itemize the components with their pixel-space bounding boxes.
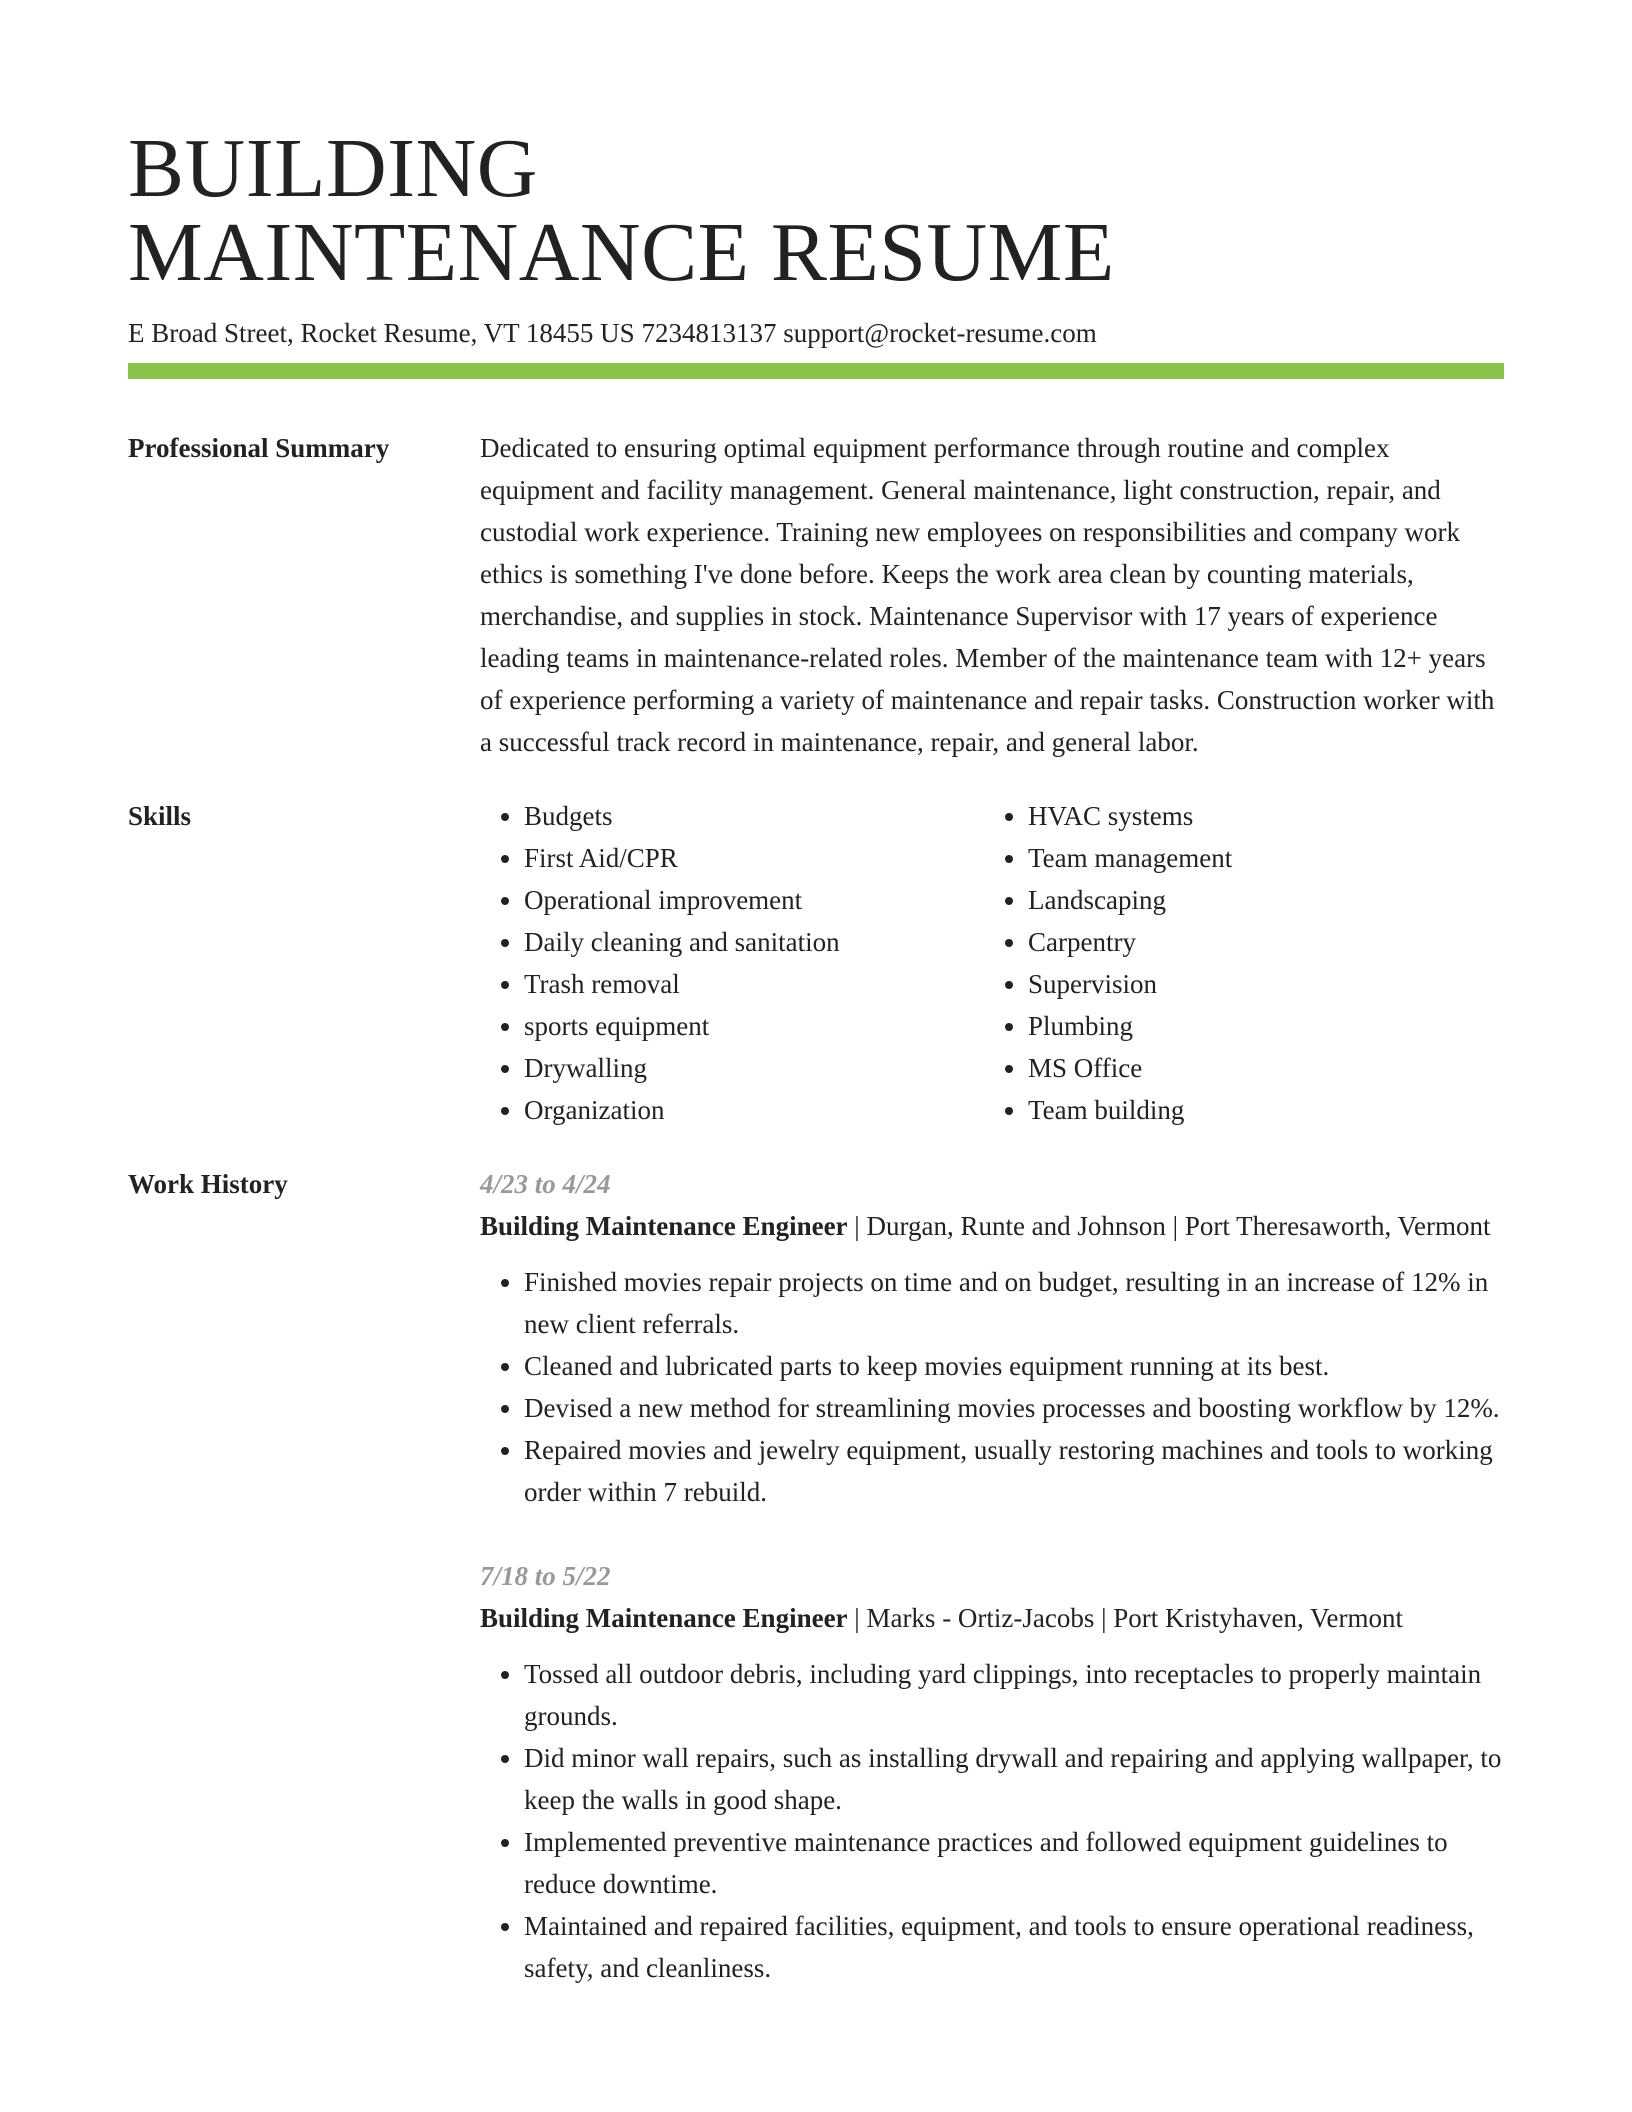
job-bullet: • Devised a new method for streamlining movies processes and boosting workflow by 12%. [524, 1387, 1504, 1429]
job-bullet: • Implemented preventive maintenance practices and followed equipment guidelines to reduce downtime. [524, 1821, 1504, 1905]
job-title: Building Maintenance Engineer [480, 1211, 848, 1241]
job-bullets [480, 1653, 1504, 1989]
skill-item: • Carpentry [1028, 921, 1488, 963]
skill-item: • Supervision [1028, 963, 1488, 1005]
skill-item: • Team building [1028, 1089, 1488, 1131]
skill-item: • First Aid/CPR [524, 837, 984, 879]
skill-item: • Operational improvement [524, 879, 984, 921]
resume-page [128, 0, 1504, 1989]
skill-item: • Plumbing [1028, 1005, 1488, 1047]
professional-summary-section [128, 427, 1504, 763]
job-heading [480, 1205, 1504, 1247]
section-label-professional-summary: Professional Summary [128, 433, 390, 463]
accent-divider [128, 363, 1504, 379]
job-entry [480, 1163, 1504, 1513]
summary-text: Dedicated to ensuring optimal equipment performance through routine and complex equipment and facility management. General maintenance, light construction, repair, and custodial work experience. Training new employees on responsibilities and company work ethics is something I've done before. Keeps the work area clean by counting materials, merchandise, and supplies in stock. Maintenance Supervisor with 17 years of experience leading teams in maintenance-related roles. Member of the maintenance team with 12+ years of experience performing a variety of maintenance and repair tasks. Construction worker with a successful track record in maintenance, repair, and general labor. [480, 433, 1495, 757]
job-bullet: • Repaired movies and jewelry equipment, usually restoring machines and tools to working order within 7 rebuild. [524, 1429, 1504, 1513]
resume-title-line-2: MAINTENANCE RESUME [128, 206, 1115, 299]
job-title: Building Maintenance Engineer [480, 1603, 848, 1633]
skill-item: • Drywalling [524, 1047, 984, 1089]
resume-title [128, 0, 1504, 299]
skills-list-left [480, 795, 984, 1131]
resume-title-line-1: BUILDING [128, 122, 538, 215]
skill-item: • Daily cleaning and sanitation [524, 921, 984, 963]
skill-item: • Team management [1028, 837, 1488, 879]
work-history-section [128, 1163, 1504, 1989]
job-dates: 7/18 to 5/22 [480, 1561, 611, 1591]
skill-item: • Landscaping [1028, 879, 1488, 921]
skills-list-right [984, 795, 1488, 1131]
job-bullet: • Tossed all outdoor debris, including yard clippings, into receptacles to properly maintain grounds. [524, 1653, 1504, 1737]
skill-item: • Trash removal [524, 963, 984, 1005]
job-bullet: • Finished movies repair projects on time and on budget, resulting in an increase of 12% in new client referrals. [524, 1261, 1504, 1345]
job-heading [480, 1597, 1504, 1639]
job-bullet: • Maintained and repaired facilities, equipment, and tools to ensure operational readiness, safety, and cleanliness. [524, 1905, 1504, 1989]
job-employer-location: | Durgan, Runte and Johnson | Port Theresaworth, Vermont [847, 1211, 1491, 1241]
job-dates: 4/23 to 4/24 [480, 1169, 611, 1199]
skills-columns [480, 795, 1504, 1131]
section-label-work-history: Work History [128, 1169, 288, 1199]
skill-item: • Organization [524, 1089, 984, 1131]
skill-item: • HVAC systems [1028, 795, 1488, 837]
section-label-skills: Skills [128, 801, 192, 831]
job-bullet: • Did minor wall repairs, such as installing drywall and repairing and applying wallpaper, to keep the walls in good shape. [524, 1737, 1504, 1821]
job-entry [480, 1555, 1504, 1989]
job-employer-location: | Marks - Ortiz-Jacobs | Port Kristyhaven, Vermont [847, 1603, 1404, 1633]
work-history-body [480, 1163, 1504, 1989]
skill-item: • sports equipment [524, 1005, 984, 1047]
skills-section [128, 795, 1504, 1131]
skill-item: • Budgets [524, 795, 984, 837]
skill-item: • MS Office [1028, 1047, 1488, 1089]
job-bullets [480, 1261, 1504, 1513]
professional-summary-body [480, 427, 1504, 763]
job-bullet: • Cleaned and lubricated parts to keep movies equipment running at its best. [524, 1345, 1504, 1387]
contact-info: E Broad Street, Rocket Resume, VT 18455 US 7234813137 support@rocket-resume.com [128, 318, 1097, 348]
